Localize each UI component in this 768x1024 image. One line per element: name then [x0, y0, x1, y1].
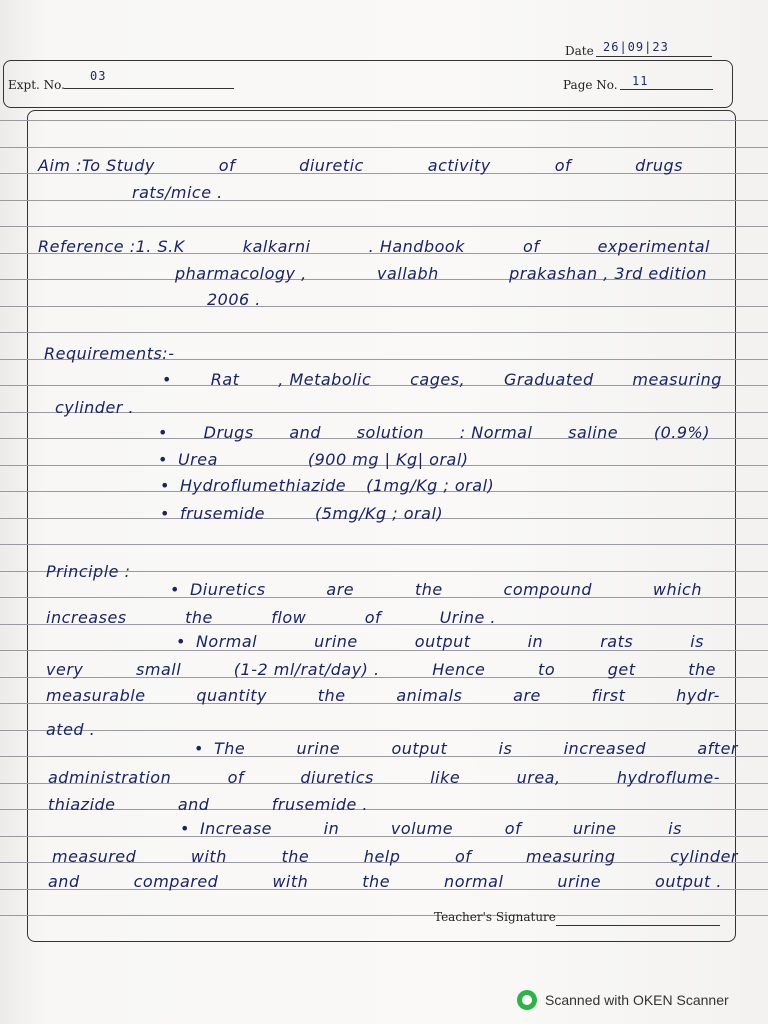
word: frusemide [179, 504, 265, 523]
page-underline [620, 89, 713, 90]
word: Graduated [503, 370, 594, 389]
word: to [538, 660, 556, 679]
ruled-line [0, 120, 768, 121]
word: small [136, 660, 182, 679]
bullet-icon: • [180, 819, 190, 838]
requirement-item-1-cont: cylinder . [55, 398, 135, 417]
word-text: Normal [195, 632, 258, 651]
word: experimental [597, 237, 710, 256]
principle-p3-line-3 [48, 795, 368, 814]
word: thiazide [48, 795, 116, 814]
word: Rat [210, 370, 240, 389]
page-value: 11 [632, 74, 649, 88]
word: urine [572, 819, 617, 838]
word: cylinder [670, 847, 738, 866]
requirements-heading: Requirements:- [44, 344, 175, 363]
word: Hydroflumethiazide [179, 476, 347, 495]
word: after [697, 739, 738, 758]
word: is [498, 739, 513, 758]
word: (5mg/Kg ; oral) [315, 504, 444, 523]
word: output [391, 739, 448, 758]
word: kalkarni [242, 237, 311, 256]
bullet-icon: • [160, 504, 170, 523]
word: increases [46, 608, 127, 627]
word: pharmacology , [175, 264, 307, 283]
requirement-item-2 [158, 423, 710, 442]
word: hydroflume- [616, 768, 720, 787]
word: measured [52, 847, 137, 866]
word: the [317, 686, 346, 705]
ruled-line [0, 306, 768, 307]
word: , Metabolic [278, 370, 372, 389]
word: measurable [46, 686, 146, 705]
word: the [414, 580, 443, 599]
word: urine [557, 872, 602, 891]
word: and [177, 795, 210, 814]
ruled-line [0, 226, 768, 227]
date-label: Date [565, 44, 594, 58]
reference-line-1 [38, 237, 710, 256]
word: : Normal [459, 423, 533, 442]
word: prakashan , 3rd edition [509, 264, 707, 283]
reference-line-3: 2006 . [207, 290, 261, 309]
word: diuretics [300, 768, 374, 787]
principle-p4-line-3 [48, 872, 722, 891]
requirement-item-5 [160, 504, 443, 523]
word: of [218, 156, 236, 175]
word: the [688, 660, 716, 679]
word-text: Increase [199, 819, 272, 838]
principle-p2-line-3 [46, 686, 720, 705]
bullet-icon: • [176, 632, 186, 651]
word: solution [356, 423, 425, 442]
principle-p4-line-2 [52, 847, 738, 866]
word: which [652, 580, 702, 599]
scanner-watermark [517, 990, 729, 1010]
expt-underline [64, 88, 234, 89]
word: of [364, 608, 382, 627]
signature-line [556, 925, 720, 926]
principle-p3-line-1 [194, 739, 738, 758]
word: urine [314, 632, 358, 651]
word: of [454, 847, 472, 866]
word: (900 mg | Kg| oral) [307, 450, 469, 469]
word: very [46, 660, 84, 679]
word: the [362, 872, 391, 891]
ruled-line [0, 544, 768, 545]
word [170, 580, 266, 599]
word: rats [600, 632, 634, 651]
bullet-icon: • [160, 476, 170, 495]
scanner-text: Scanned with OKEN Scanner [545, 992, 729, 1008]
word: diuretic [299, 156, 364, 175]
word: compound [503, 580, 593, 599]
word: and [289, 423, 321, 442]
word: animals [396, 686, 463, 705]
page-label: Page No. [563, 78, 618, 92]
word: of [504, 819, 522, 838]
expt-label: Expt. No. [8, 78, 65, 92]
word: Hence [432, 660, 486, 679]
word: drugs [635, 156, 683, 175]
requirement-item-4 [160, 476, 494, 495]
word: of [554, 156, 572, 175]
word: activity [427, 156, 491, 175]
bullet-icon: • [194, 739, 204, 758]
principle-p3-line-2 [48, 768, 720, 787]
expt-value: 03 [90, 69, 107, 83]
word: cages, [410, 370, 466, 389]
principle-p2-line-2 [46, 660, 716, 679]
ruled-line [0, 915, 768, 916]
word: frusemide . [271, 795, 368, 814]
word: Urea [177, 450, 218, 469]
word: Urine . [439, 608, 496, 627]
word: quantity [196, 686, 268, 705]
word [194, 739, 245, 758]
bullet-icon: • [170, 580, 180, 599]
oken-logo-icon [517, 990, 537, 1010]
teacher-signature-label: Teacher's Signature [434, 910, 556, 924]
bullet-icon: • [158, 423, 168, 442]
word: is [690, 632, 704, 651]
word: output [414, 632, 471, 651]
word: (1mg/Kg ; oral) [366, 476, 495, 495]
word: volume [390, 819, 454, 838]
word: the [281, 847, 310, 866]
word: in [527, 632, 544, 651]
word: Aim :To Study [38, 156, 155, 175]
word [176, 632, 257, 651]
principle-heading: Principle : [46, 562, 131, 581]
word: help [363, 847, 401, 866]
word: (1-2 ml/rat/day) . [233, 660, 380, 679]
word-text: The [213, 739, 246, 758]
word: get [607, 660, 636, 679]
word: increased [563, 739, 647, 758]
bullet-icon: • [158, 450, 168, 469]
word: normal [444, 872, 504, 891]
word: . Handbook [368, 237, 465, 256]
word: of [523, 237, 540, 256]
word: output . [655, 872, 722, 891]
word: and [48, 872, 80, 891]
principle-p1-line-1 [170, 580, 702, 599]
principle-p4-line-1 [180, 819, 682, 838]
aim-line-2: rats/mice . [132, 183, 223, 202]
header-box [3, 60, 733, 108]
requirement-item-3 [158, 450, 469, 469]
ruled-line [0, 200, 768, 201]
word: are [513, 686, 541, 705]
ruled-line [0, 332, 768, 333]
word: measuring [632, 370, 722, 389]
ruled-line [0, 147, 768, 148]
word: hydr- [676, 686, 720, 705]
date-value: 26|09|23 [603, 40, 669, 54]
word: with [272, 872, 309, 891]
requirement-item-1 [162, 370, 722, 389]
word: urea, [516, 768, 561, 787]
word: vallabh [377, 264, 439, 283]
word: the [185, 608, 213, 627]
word: like [430, 768, 461, 787]
ruled-line [0, 730, 768, 731]
date-underline [596, 56, 712, 57]
word: flow [271, 608, 307, 627]
principle-p2-line-4: ated . [46, 720, 96, 739]
aim-line-1 [38, 156, 683, 175]
content-box [27, 110, 736, 942]
word-text: Diuretics [189, 580, 266, 599]
bullet-icon: • [162, 370, 172, 389]
word: with [190, 847, 227, 866]
word: are [326, 580, 355, 599]
word: is [668, 819, 682, 838]
word: first [591, 686, 626, 705]
word: administration [48, 768, 172, 787]
principle-p2-line-1 [176, 632, 704, 651]
word [180, 819, 272, 838]
word: Drugs [203, 423, 254, 442]
word: measuring [526, 847, 616, 866]
word: in [323, 819, 340, 838]
word: of [227, 768, 244, 787]
word: Reference :1. S.K [38, 237, 185, 256]
principle-p1-line-2 [46, 608, 496, 627]
reference-line-2 [175, 264, 707, 283]
word: urine [296, 739, 341, 758]
word: saline [568, 423, 619, 442]
word: compared [133, 872, 219, 891]
word: (0.9%) [653, 423, 710, 442]
